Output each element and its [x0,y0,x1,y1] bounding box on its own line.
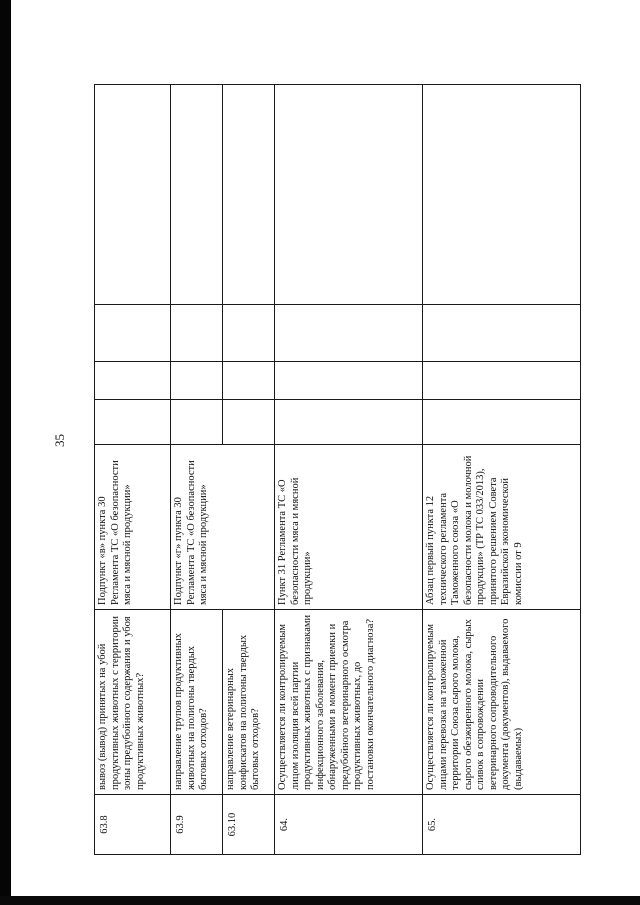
note-cell [223,85,275,305]
answer-na-cell [95,305,171,362]
row-question: направление ветеринарных конфискатов на полигоны твердых бытовых отходов? [223,610,275,795]
note-cell [171,85,223,305]
row-question: Осуществляется ли контролируемым лицом изоляция всей партии продуктивных животных с признаками инфекционного заболевания, обнаруженными в момент приемки и предубойного ветеринарного осмотра продуктивных животных, до постановки окончательного диагноза? [275,610,423,795]
row-number: 64. [275,795,423,855]
table-row [171,85,223,855]
answer-na-cell [423,305,581,362]
row-reference: Пункт 31 Регламента ТС «О безопасности мяса и мясной продукции» [275,445,423,610]
row-reference: Подпункт «г» пункта 30 Регламента ТС «О безопасности мяса и мясной продукции» [171,445,275,610]
row-reference: Подпункт «в» пункта 30 Регламента ТС «О безопасности мяса и мясной продукции» [95,445,171,610]
answer-yes-cell [423,400,581,445]
row-reference: Абзац первый пункта 12 технического регламента Таможенного союза «О безопасности молока и молочной продукции» (ТР ТС 033/2013), принятого решением Совета Евразийской экономической комиссии от 9 [423,445,581,610]
row-number: 63.8 [95,795,171,855]
answer-yes-cell [171,400,223,445]
note-cell [275,85,423,305]
row-question: вывоз (вывод) принятых на убой продуктивных животных с территории зоны предубойного содержания и убоя продуктивных животных? [95,610,171,795]
page-number: 35 [52,434,67,447]
requirements-table [94,84,581,855]
answer-yes-cell [223,400,275,445]
note-cell [423,85,581,305]
answer-yes-cell [95,400,171,445]
answer-na-cell [275,305,423,362]
table-row [275,85,423,855]
answer-no-cell [171,362,223,400]
row-number: 65. [423,795,581,855]
row-number: 63.10 [223,795,275,855]
row-number: 63.9 [171,795,223,855]
note-cell [95,85,171,305]
answer-no-cell [423,362,581,400]
answer-na-cell [223,305,275,362]
answer-no-cell [275,362,423,400]
answer-na-cell [171,305,223,362]
answer-yes-cell [275,400,423,445]
scan-left-edge [0,0,11,905]
row-question: Осуществляется ли контролируемым лицами перевозка на таможенной территории Союза сырого молока, сырого обезжиренного молока, сырых сливок в сопровождении ветеринарного сопроводительного документа (документов), выдаваемого (выдаваемых) [423,610,581,795]
table-row [423,85,581,855]
answer-no-cell [223,362,275,400]
row-question: направление трупов продуктивных животных на полигоны твердых бытовых отходов? [171,610,223,795]
scan-bottom-edge [0,896,640,905]
answer-no-cell [95,362,171,400]
table-row [95,85,171,855]
